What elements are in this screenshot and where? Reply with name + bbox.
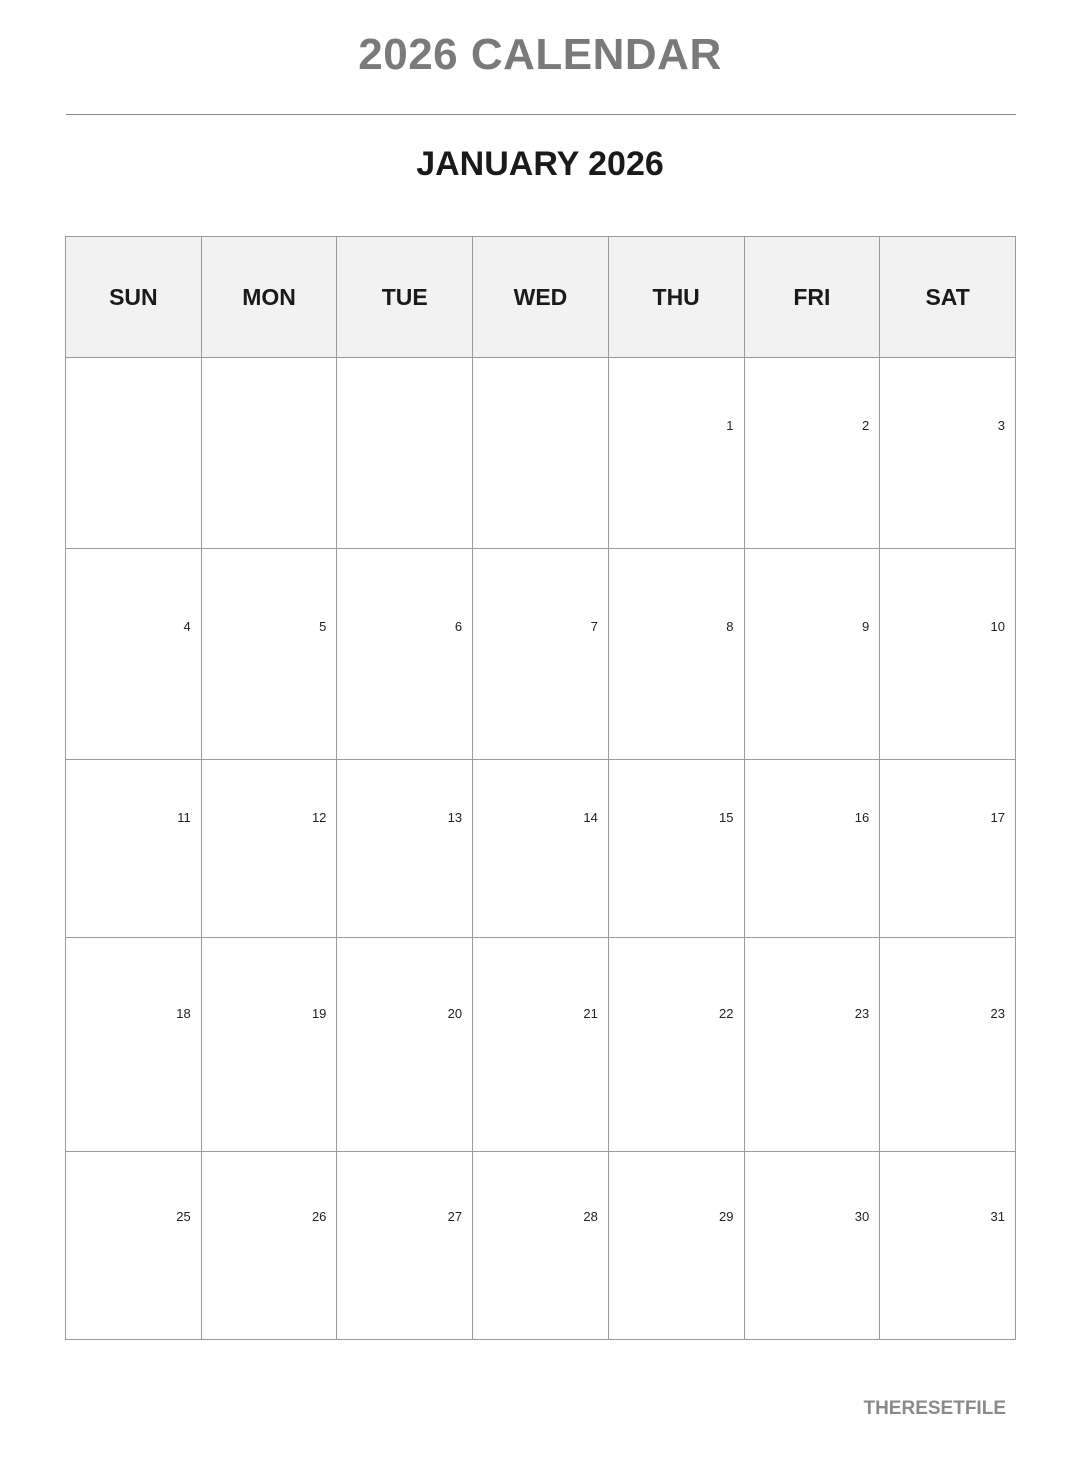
- day-cell: 8: [608, 549, 744, 760]
- day-cell: 25: [66, 1152, 202, 1340]
- day-cell: 31: [880, 1152, 1016, 1340]
- weekday-sat: SAT: [880, 237, 1016, 358]
- day-cell: 9: [744, 549, 880, 760]
- weekday-wed: WED: [473, 237, 609, 358]
- day-cell: 13: [337, 760, 473, 938]
- weekday-thu: THU: [608, 237, 744, 358]
- week-row-3: [66, 760, 1016, 938]
- weekday-fri: FRI: [744, 237, 880, 358]
- weekday-tue: TUE: [337, 237, 473, 358]
- day-cell: 20: [337, 938, 473, 1152]
- day-cell: 2: [744, 358, 880, 549]
- weekday-sun: SUN: [66, 237, 202, 358]
- day-cell: 7: [473, 549, 609, 760]
- day-cell: 19: [201, 938, 337, 1152]
- month-title: JANUARY 2026: [416, 145, 664, 183]
- day-cell: 29: [608, 1152, 744, 1340]
- day-cell: 26: [201, 1152, 337, 1340]
- day-cell: [473, 358, 609, 549]
- day-cell: 5: [201, 549, 337, 760]
- title-divider: [66, 114, 1016, 115]
- footer-brand: THERESETFILE: [863, 1398, 1006, 1419]
- day-cell: 30: [744, 1152, 880, 1340]
- day-cell: 22: [608, 938, 744, 1152]
- day-cell: 28: [473, 1152, 609, 1340]
- day-cell: 16: [744, 760, 880, 938]
- week-row-2: [66, 549, 1016, 760]
- day-cell: 11: [66, 760, 202, 938]
- day-cell: 27: [337, 1152, 473, 1340]
- weekday-header-row: [66, 237, 1016, 358]
- day-cell: 6: [337, 549, 473, 760]
- day-cell: 17: [880, 760, 1016, 938]
- day-cell: 3: [880, 358, 1016, 549]
- day-cell: [337, 358, 473, 549]
- weekday-mon: MON: [201, 237, 337, 358]
- week-row-1: [66, 358, 1016, 549]
- week-row-4: [66, 938, 1016, 1152]
- day-cell: 21: [473, 938, 609, 1152]
- day-cell: 4: [66, 549, 202, 760]
- day-cell: 12: [201, 760, 337, 938]
- day-cell: 10: [880, 549, 1016, 760]
- day-cell: 1: [608, 358, 744, 549]
- day-cell: 23: [880, 938, 1016, 1152]
- day-cell: [66, 358, 202, 549]
- day-cell: 14: [473, 760, 609, 938]
- page-title: 2026 CALENDAR: [358, 30, 722, 79]
- day-cell: 18: [66, 938, 202, 1152]
- day-cell: 23: [744, 938, 880, 1152]
- day-cell: [201, 358, 337, 549]
- week-row-5: [66, 1152, 1016, 1340]
- calendar-grid: [65, 236, 1016, 1340]
- day-cell: 15: [608, 760, 744, 938]
